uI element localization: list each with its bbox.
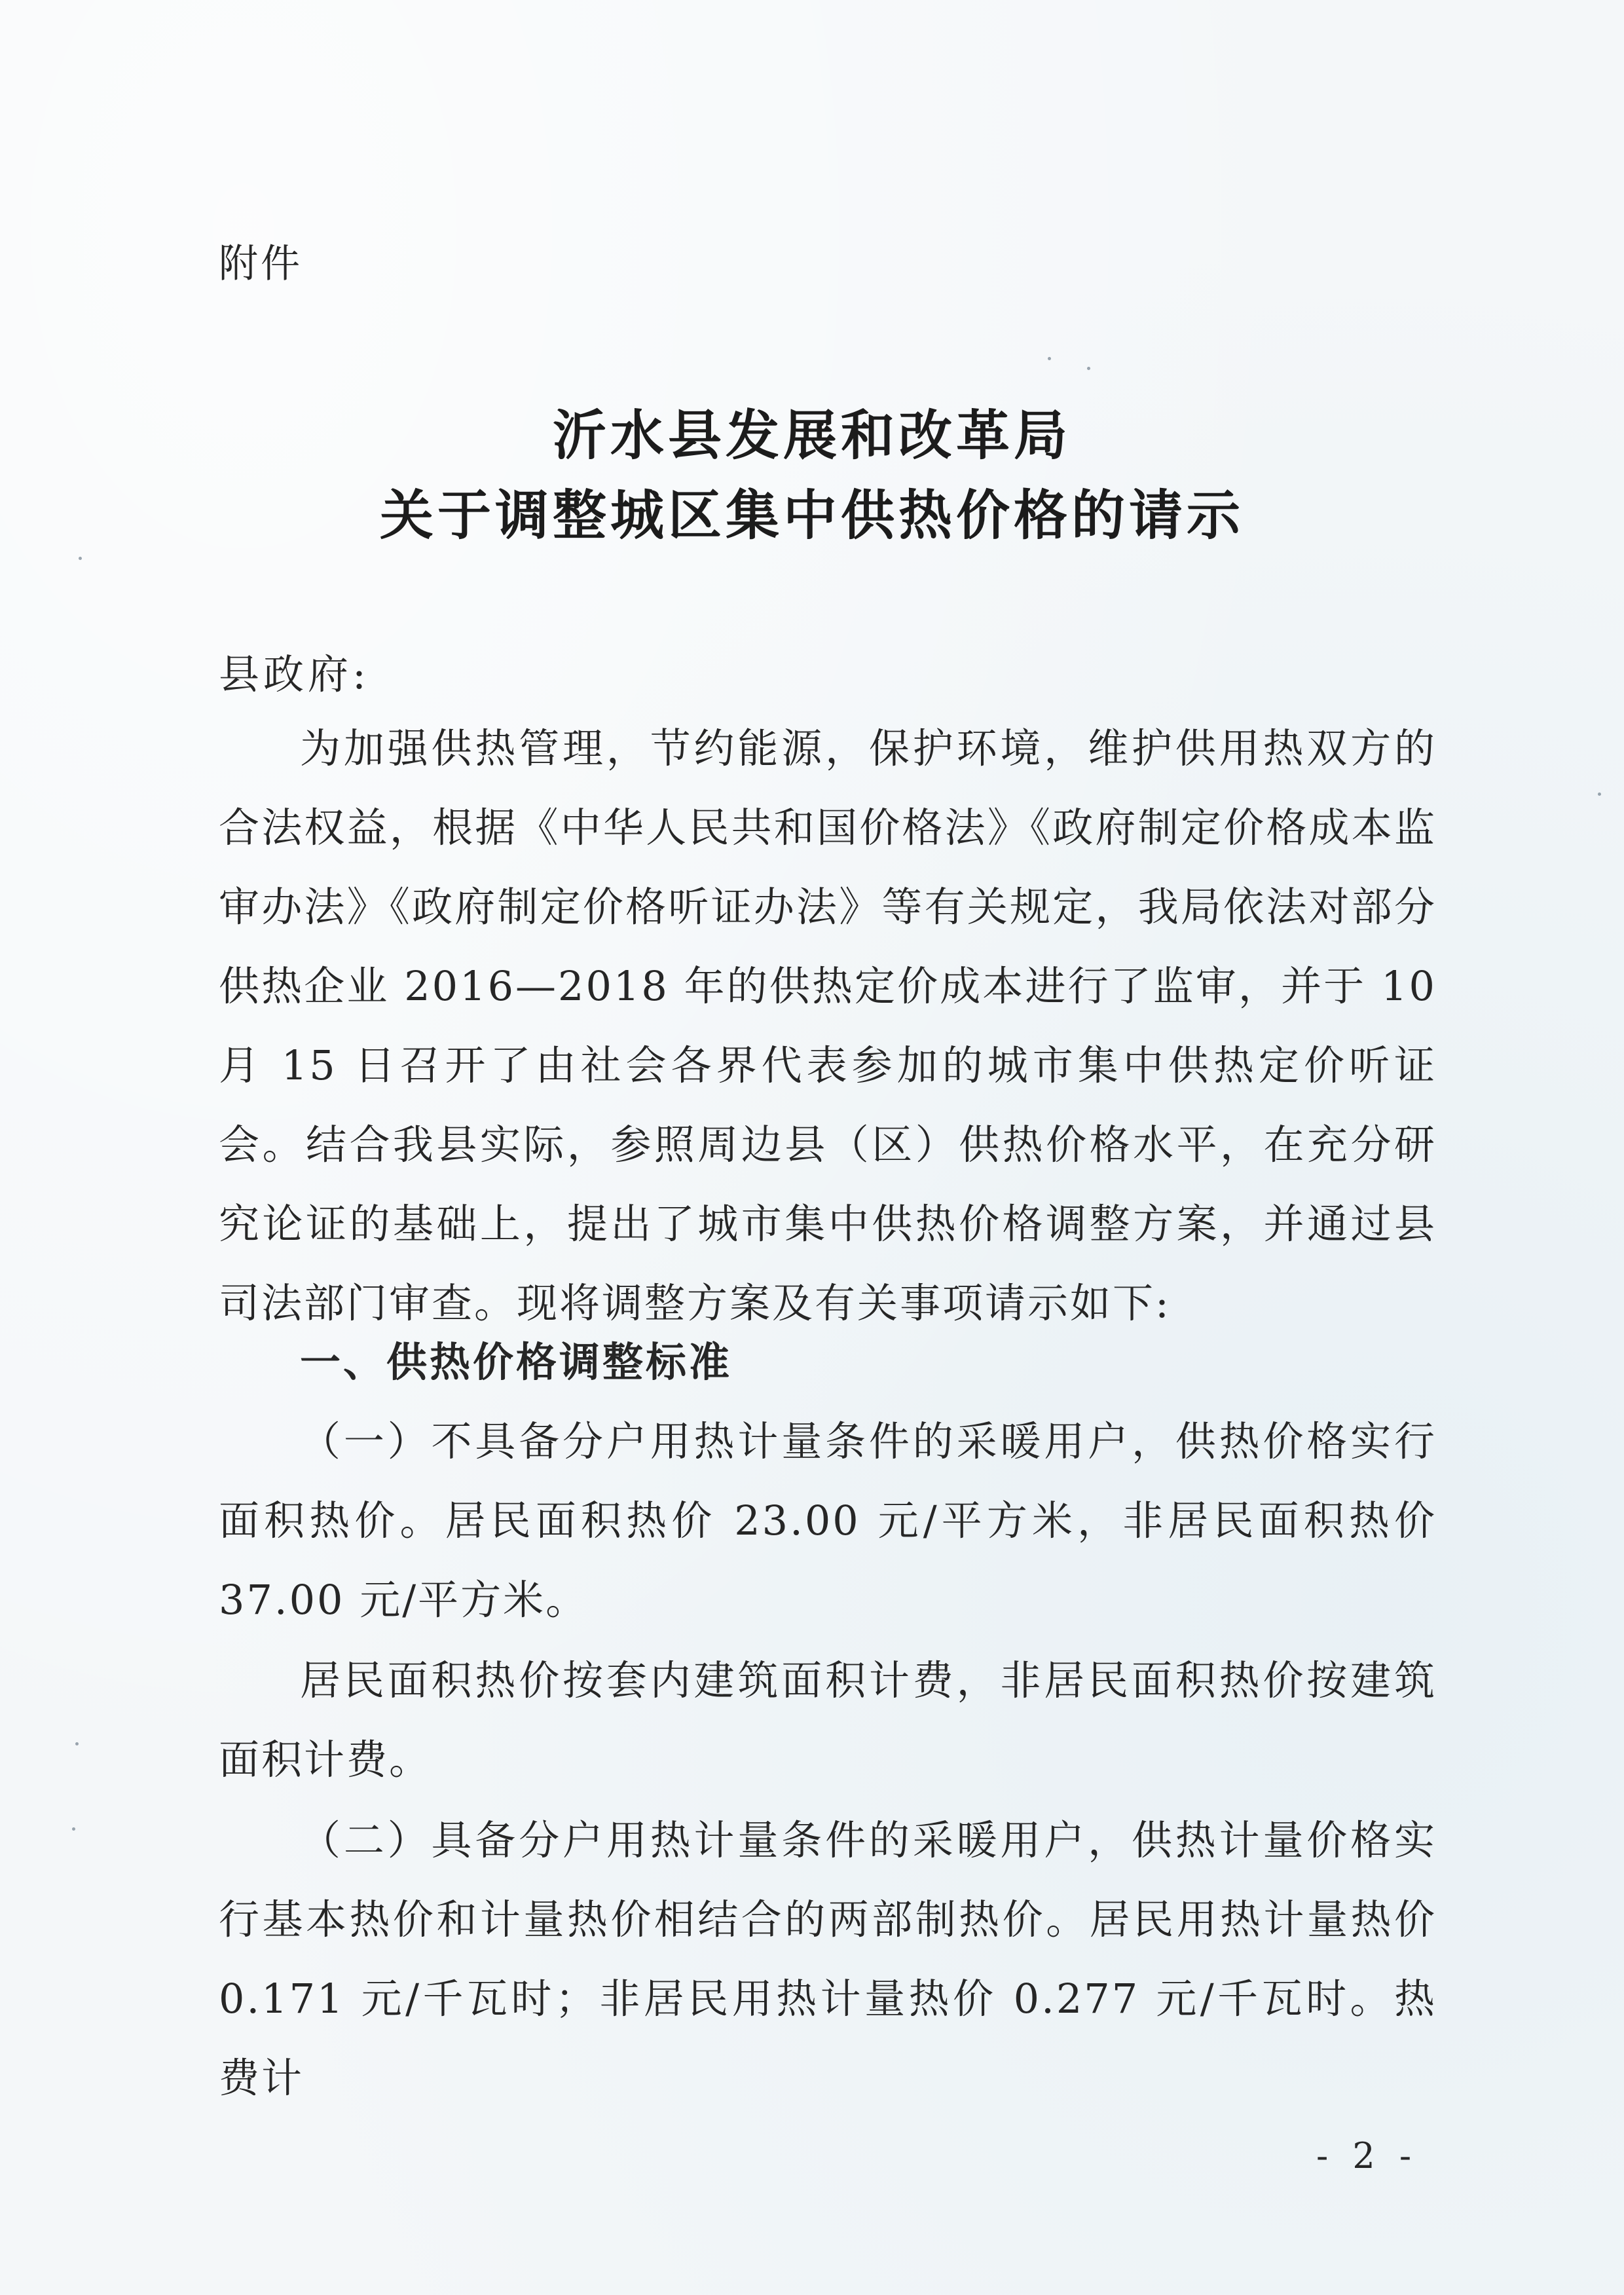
section-heading-1: 一、供热价格调整标准	[300, 1338, 733, 1386]
intro-paragraph: 为加强供热管理，节约能源，保护环境，维护供用热双方的合法权益，根据《中华人民共和国价格法》《政府制定价格成本监审办法》《政府制定价格听证办法》等有关规定，我局依法对部分供热企业 2016—2018 年的供热定价成本进行了监审，并于 10 月 15 日召开了由社会各界代表参加的城市集中供热定价听证会。结合我县实际，参照周边县（区）供热价格水平，在充分研究论证的基础上，提出了城市集中供热价格调整方案，并通过县司法部门审查。现将调整方案及有关事项请示如下:	[219, 724, 1437, 1327]
section-1-body	[219, 1402, 1437, 2119]
intro-section	[219, 709, 1437, 1343]
paragraph-2: 居民面积热价按套内建筑面积计费，非居民面积热价按建筑面积计费。	[219, 1656, 1437, 1783]
page-number: - 2 -	[1316, 2135, 1418, 2176]
paragraph-3: （二）具备分户用热计量条件的采暖用户，供热计量价格实行基本热价和计量热价相结合的两部制热价。居民用热计量热价 0.171 元/千瓦时；非居民用热计量热价 0.277 元/千瓦时。热费计	[219, 1816, 1437, 2102]
document-title-line-1: 沂水县发展和改革局	[552, 404, 1071, 467]
paragraph-1: （一）不具备分户用热计量条件的采暖用户，供热价格实行面积热价。居民面积热价 23.00 元/平方米，非居民面积热价 37.00 元/平方米。	[219, 1417, 1437, 1624]
document-title-line-2: 关于调整城区集中供热价格的请示	[379, 484, 1244, 547]
addressee: 县政府:	[219, 650, 370, 698]
attachment-label: 附件	[219, 241, 303, 287]
